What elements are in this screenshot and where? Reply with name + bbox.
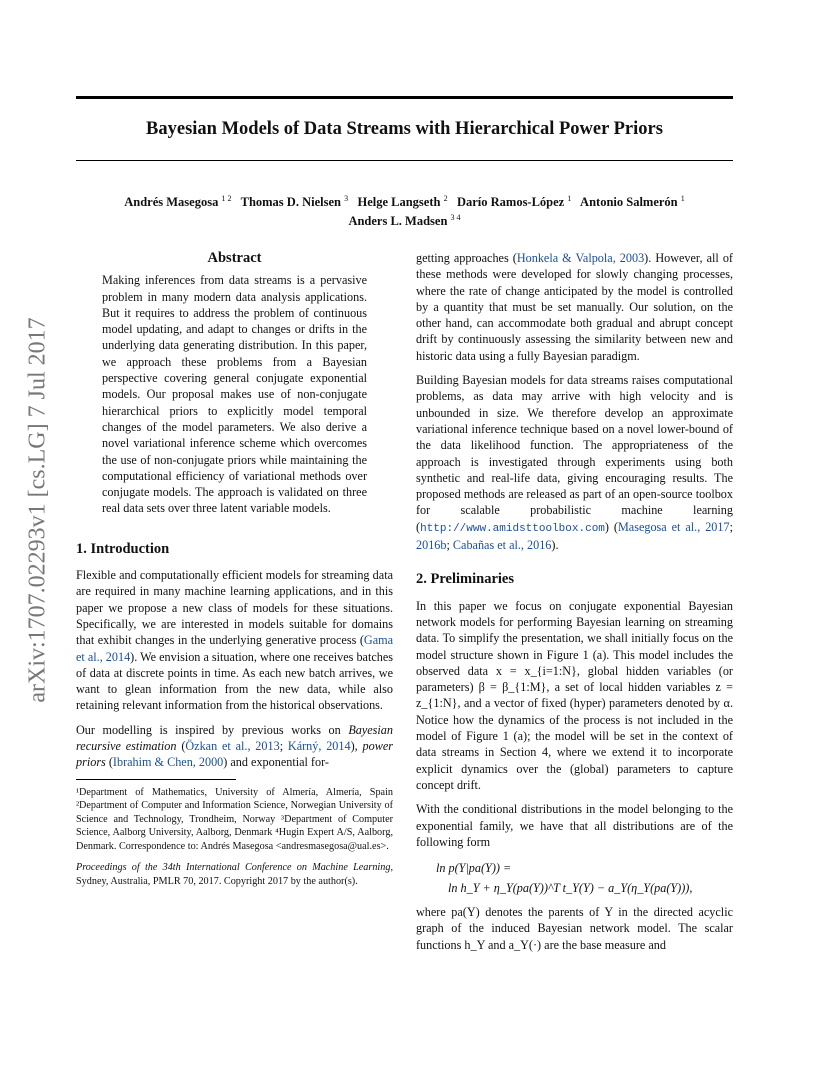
preliminaries-paragraph-3: where pa(Y) denotes the parents of Y in the directed acyclic graph of the induced Bayesian network model. The scalar functions h_Y and a_Y(·) are the base measure and — [416, 905, 733, 952]
author: Helge Langseth — [357, 195, 441, 210]
right-paragraph-2: Building Bayesian models for data streams raises computational problems, as data may arrive with high velocity and is unbounded in size. We therefore develop an approximate variational inference technique based on a novel lower-bound of the data likelihood function. The appropriateness of the approach is investigated through experiments using both synthetic and real-life data, giving encouraging results. The proposed methods are released as part of an open-source toolbox for scalable probabilistic machine learning (http://www.amidsttoolbox.com) (Masegosa et al., 2017; 2016b; Cabañas et al., 2016). — [416, 373, 733, 553]
equation-line-1: ln p(Y|pa(Y)) = — [436, 861, 512, 876]
affiliation-mark: 1 — [680, 194, 685, 203]
author-line-2 — [76, 210, 733, 229]
intro-paragraph-1: Flexible and computationally efficient models for streaming data are required in many machine learning applications, and in this paper we propose a new class of models for these situations. Specifically, we are interested in models suitable for domains that exhibit changes in the underlying generative process (Gama et al., 2014). We envision a situation, where one receives batches of data at discrete points in time. As each new batch arrives, we want to glean information from the new data, while also retaining relevant information from the historical observations. — [76, 568, 393, 713]
left-column — [76, 250, 393, 896]
citation-link[interactable]: Kárný, 2014 — [287, 739, 351, 754]
abstract-text: Making inferences from data streams is a pervasive problem in many modern data analysis applications. But it requires to address the problem of continuous model updating, and adapt to changes or drifts in the underlying data generating distribution. In this paper, we approach these problems from a Bayesian perspective covering general conjugate exponential models. Our proposal makes use of non-conjugate hierarchical priors to explicitly model temporal changes of the model parameters. We also derive a novel variational inference scheme which overcomes the use of non-conjugate priors while maintaining the computational efficiency of variational methods over conjugate models. The approach is validated on three real data sets over three latent variable models. — [102, 273, 367, 516]
affiliation-mark: 3 — [344, 194, 349, 203]
author: Darío Ramos-López — [456, 195, 565, 210]
author: Antonio Salmerón — [580, 195, 678, 210]
citation-link[interactable]: Cabañas et al., 2016 — [452, 538, 552, 553]
author-list — [76, 191, 733, 229]
author: Andrés Masegosa — [124, 195, 219, 210]
equation — [436, 858, 733, 898]
intro-paragraph-2: Our modelling is inspired by previous works on Bayesian recursive estimation (Özkan et al., 2013; Kárný, 2014), power priors (Ibrahim & Chen, 2000) and exponential for- — [76, 722, 393, 770]
abstract-heading: Abstract — [207, 250, 262, 266]
introduction-heading: 1. Introduction — [76, 540, 170, 557]
preliminaries-heading: 2. Preliminaries — [416, 571, 514, 588]
citation-link[interactable]: Masegosa et al., 2017 — [617, 519, 730, 534]
paper-title: Bayesian Models of Data Streams with Hierarchical Power Priors — [146, 119, 663, 139]
citation-link[interactable]: Ibrahim & Chen, 2000 — [112, 755, 224, 770]
right-paragraph-1: getting approaches (Honkela & Valpola, 2003). However, all of these methods were developed for slowly changing processes, where the rate of change anticipated by the model is controlled by a quantity that must be set manually. Our solution, on the other hand, can accommodate both gradual and abrupt concept drift by continuously assessing the similarity between new and historic data using a fully Bayesian paradigm. — [416, 251, 733, 363]
affiliation-mark: 2 — [443, 194, 448, 203]
title-rule-top — [76, 96, 733, 99]
author: Anders L. Madsen — [348, 214, 448, 229]
citation-link[interactable]: Gama et al., 2014 — [76, 633, 393, 664]
citation-link[interactable]: Özkan et al., 2013 — [185, 739, 280, 754]
affiliation-mark: 1 — [567, 194, 572, 203]
author-line-1 — [76, 191, 733, 210]
preliminaries-paragraph-1: In this paper we focus on conjugate exponential Bayesian network models for performing Bayesian learning on streaming data. To simplify the presentation, we shall initially focus on the model structure shown in Figure 1 (a). This model includes the observed data x = x_{i=1:N}, global hidden variables (or parameters) β = β_{1:M}, a set of local hidden variables z = z_{1:N}, and a vector of fixed (hyper) parameters denoted by α. Notice how the dynamics of the process is not included in the model of Figure 1 (a); the model will be set in the context of data streams in Section 4, where we extend it to incorporate explicit dynamics over the (global) parameters to capture concept drift. — [416, 598, 733, 792]
right-column — [416, 250, 733, 961]
citation-link[interactable]: Honkela & Valpola, 2003 — [516, 251, 645, 265]
citation-link[interactable]: 2016b — [416, 538, 447, 553]
author: Thomas D. Nielsen — [240, 195, 341, 210]
arxiv-sidebar-stamp — [18, 300, 58, 720]
toolbox-url-link[interactable]: http://www.amidsttoolbox.com — [420, 522, 605, 535]
footnote-rule — [76, 779, 236, 780]
affiliations-footnote: ¹Department of Mathematics, University of Almería, Almería, Spain ²Department of Computer and Information Science, Norwegian University of Science and Technology, Trondheim, Norway ³Department of Computer Science, Aalborg University, Aalborg, Denmark ⁴Hugin Expert A/S, Aalborg, Denmark. Correspondence to: Andrés Masegosa <andresmasegosa@ual.es>. — [76, 786, 393, 852]
equation-line-2: ln h_Y + η_Y(pa(Y))^T t_Y(Y) − a_Y(η_Y(pa(Y))), — [448, 881, 693, 896]
affiliation-mark: 1 2 — [221, 194, 232, 203]
proceedings-note: Proceedings of the 34th International Conference on Machine Learning, Sydney, Australia, PMLR 70, 2017. Copyright 2017 by the author(s). — [76, 862, 393, 887]
arxiv-id: arXiv:1707.02293v1 [cs.LG] 7 Jul 2017 — [24, 317, 51, 703]
affiliation-mark: 3 4 — [450, 213, 461, 223]
preliminaries-paragraph-2: With the conditional distributions in the model belonging to the exponential family, we have that all distributions are of the following form — [416, 802, 733, 849]
title-rule-bottom — [76, 160, 733, 161]
